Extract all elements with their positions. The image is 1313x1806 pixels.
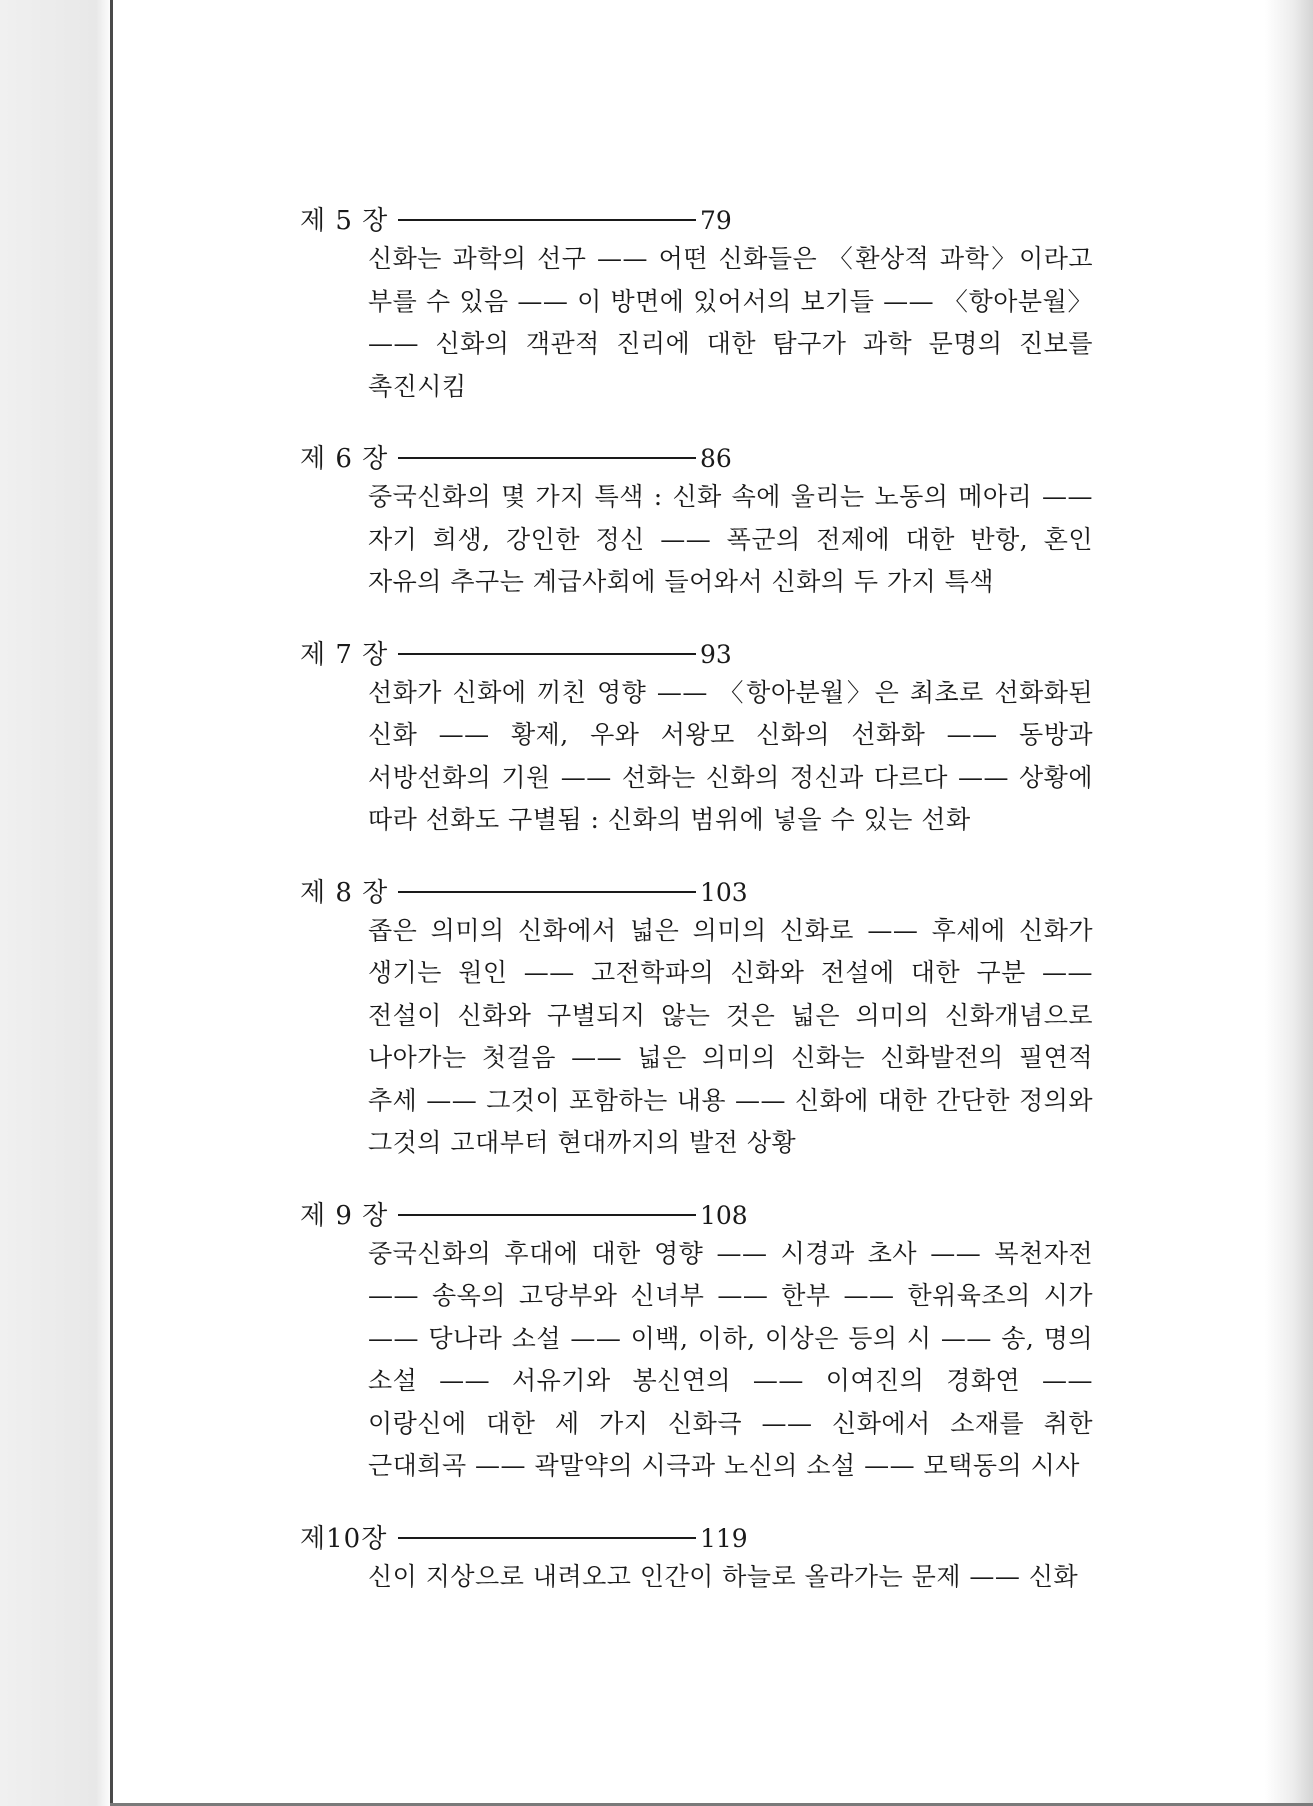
chapter-summary: 신화는 과학의 선구 —— 어떤 신화들은 〈환상적 과학〉이라고 부를 수 있음 —— 이 방면에 있어서의 보기들 —— 〈항아분월〉 —— 신화의 객관적 진리에 대한 탐구가 과학 문명의 진보를 촉진시킴 xyxy=(368,244,1093,401)
page-left-margin xyxy=(0,0,112,1806)
chapter-summary: 선화가 신화에 끼친 영향 —— 〈항아분월〉은 최초로 선화화된 신화 —— 황제, 우와 서왕모 신화의 선화화 —— 동방과 서방선화의 기원 —— 선화는 신화의 정신과 다르다 —— 상황에 따라 선화도 구별됨 : 신화의 범위에 넣을 수 있는 선화 xyxy=(368,677,1093,834)
chapter-page-number: 79 xyxy=(700,206,732,235)
chapter-page-number: 86 xyxy=(700,444,732,473)
chapter-summary: 좁은 의미의 신화에서 넓은 의미의 신화로 —— 후세에 신화가 생기는 원인 —— 고전학파의 신화와 전설에 대한 구분 —— 전설이 신화와 구별되지 않는 것은 넓은 의미의 신화개념으로 나아가는 첫걸음 —— 넓은 의미의 신화는 신화발전의 필연적 추세 —— 그것이 포함하는 내용 —— 신화에 대한 간단한 정의와 그것의 고대부터 현대까지의 발전 상황 xyxy=(368,915,1093,1157)
chapter-heading xyxy=(300,634,1100,670)
chapter-heading xyxy=(300,1195,1100,1231)
chapter-heading xyxy=(300,200,1100,236)
chapter-label: 제 6 장 xyxy=(300,444,389,474)
table-of-contents xyxy=(300,200,1100,1628)
chapter-heading xyxy=(300,1518,1100,1554)
chapter-entry-9 xyxy=(300,1195,1100,1488)
leader-line xyxy=(398,457,696,459)
chapter-entry-8 xyxy=(300,872,1100,1165)
chapter-entry-6 xyxy=(300,438,1100,604)
chapter-heading xyxy=(300,438,1100,474)
chapter-summary: 중국신화의 후대에 대한 영향 —— 시경과 초사 —— 목천자전 —— 송옥의 고당부와 신녀부 —— 한부 —— 한위육조의 시가 —— 당나라 소설 —— 이백, 이하, 이상은 등의 시 —— 송, 명의 소설 —— 서유기와 봉신연의 —— 이여진의 경화연 —— 이랑신에 대한 세 가지 신화극 —— 신화에서 소재를 취한 근대희곡 —— 곽말약의 시극과 노신의 소설 —— 모택동의 시사 xyxy=(368,1238,1093,1480)
chapter-label: 제 5 장 xyxy=(300,206,389,236)
leader-line xyxy=(398,891,696,893)
chapter-label: 제 7 장 xyxy=(300,639,389,670)
chapter-label: 제 8 장 xyxy=(300,877,389,908)
chapter-entry-10 xyxy=(300,1518,1100,1599)
chapter-entry-7 xyxy=(300,634,1100,842)
chapter-page-number: 103 xyxy=(700,877,748,907)
page-right-shadow xyxy=(1265,0,1313,1806)
chapter-entry-5 xyxy=(300,200,1100,408)
leader-line xyxy=(398,653,696,655)
chapter-page-number: 93 xyxy=(700,639,732,669)
chapter-page-number: 119 xyxy=(700,1523,748,1553)
chapter-heading xyxy=(300,872,1100,908)
chapter-label: 제10장 xyxy=(300,1523,388,1554)
leader-line xyxy=(398,1214,696,1216)
chapter-summary: 신이 지상으로 내려오고 인간이 하늘로 올라가는 문제 —— 신화 xyxy=(368,1561,1079,1591)
chapter-summary: 중국신화의 몇 가지 특색 : 신화 속에 울리는 노동의 메아리 —— 자기 희생, 강인한 정신 —— 폭군의 전제에 대한 반항, 혼인 자유의 추구는 계급사회에 들어와서 신화의 두 가지 특색 xyxy=(368,482,1093,596)
leader-line xyxy=(398,219,696,221)
leader-line xyxy=(398,1537,696,1539)
page-binding-edge xyxy=(110,0,113,1806)
chapter-page-number: 108 xyxy=(700,1200,748,1230)
chapter-label: 제 9 장 xyxy=(300,1200,389,1231)
